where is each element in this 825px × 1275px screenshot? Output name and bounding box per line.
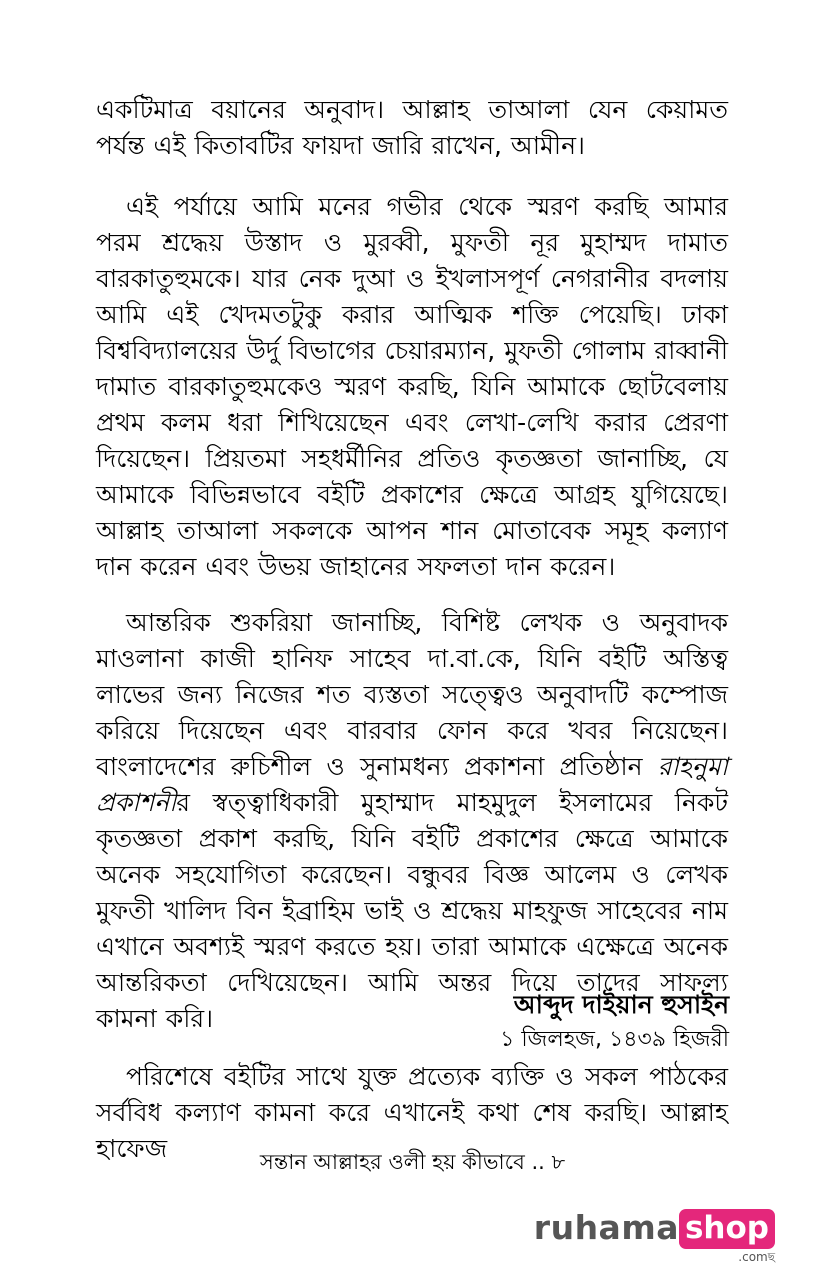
publisher-name: রাহনুমা প্রকাশনী: [96, 752, 728, 817]
paragraph-1: একটিমাত্র বয়ানের অনুবাদ। আল্লাহ তাআলা যেন কেয়ামত পর্যন্ত এই কিতাবটির ফায়দা জারি রাখেন, আমীন।: [96, 95, 728, 160]
page-footer-running-title: সন্তান আল্লাহর ওলী হয় কীভাবে .. ৮: [259, 1150, 566, 1174]
ruhamashop-logo: [533, 1208, 775, 1264]
signature-date: ১ জিলহজ, ১৪৩৯ হিজরী: [500, 1027, 729, 1052]
paragraph-3-part-a: আন্তরিক শুকরিয়া জানাচ্ছি, বিশিষ্ট লেখক ও অনুবাদক মাওলানা কাজী হানিফ সাহেব দা.বা.কে, যিনি বইটি অস্তিত্ব লাভের জন্য নিজের শত ব্যস্ততা সত্ত্বেও অনুবাদটি কম্পোজ করিয়ে দিয়েছেন এবং বারবার ফোন করে খবর নিয়েছেন। বাংলাদেশের রুচিশীল ও সুনামধন্য প্রকাশনা প্রতিষ্ঠান: [96, 608, 728, 781]
paragraph-2: এই পর্যায়ে আমি মনের গভীর থেকে স্মরণ করছি আমার পরম শ্রদ্ধেয় উস্তাদ ও মুরব্বী, মুফতী নূর মুহাম্মদ দামাত বারকাতুহুমকে। যার নেক দুআ ও ইখলাসপূর্ণ নেগরানীর বদলায় আমি এই খেদমতটুকু করার আত্মিক শক্তি পেয়েছি। ঢাকা বিশ্ববিদ্যালয়ের উর্দু বিভাগের চেয়ারম্যান, মুফতী গোলাম রাব্বানী দামাত বারকাতুহুমকেও স্মরণ করছি, যিনি আমাকে ছোটবেলায় প্রথম কলম ধরা শিখিয়েছেন এবং লেখা-লেখি করার প্রেরণা দিয়েছেন। প্রিয়তমা সহধর্মীনির প্রতিও কৃতজ্ঞতা জানাচ্ছি, যে আমাকে বিভিন্নভাবে বইটি প্রকাশের ক্ষেত্রে আগ্রহ যুগিয়েছে। আল্লাহ তাআলা সকলকে আপন শান মোতাবেক সমূহ কল্যাণ দান করেন এবং উভয় জাহানের সফলতা দান করেন।: [96, 192, 728, 581]
logo-text-com: .comছ: [738, 1250, 775, 1264]
paragraph-3: [96, 605, 728, 1037]
paragraph-3-part-b: র স্বত্ত্বাধিকারী মুহাম্মাদ মাহমুদুল ইসলামের নিকট কৃতজ্ঞতা প্রকাশ করছি, যিনি বইটি প্রকাশের ক্ষেত্রে আমাকে অনেক সহযোগিতা করেছেন। বন্ধুবর বিজ্ঞ আলেম ও লেখক মুফতী খালিদ বিন ইব্রাহিম ভাই ও শ্রদ্ধেয় মাহফুজ সাহেবের নাম এখানে অবশ্যই স্মরণ করতে হয়। তারা আমাকে এক্ষেত্রে অনেক আন্তরিকতা দেখিয়েছেন। আমি অন্তর দিয়ে তাদের সাফল্য কামনা করি।: [96, 788, 728, 1033]
author-name: আব্দুদ দাইয়ান হুসাইন: [513, 990, 729, 1019]
paragraph-4: পরিশেষে বইটির সাথে যুক্ত প্রত্যেক ব্যক্তি ও সকল পাঠকের সর্ববিধ কল্যাণ কামনা করে এখানেই কথা শেষ করছি। আল্লাহ হাফেজ: [96, 1062, 728, 1163]
logo-text-shop: shop: [679, 1209, 775, 1249]
logo-text-ruhama: ruhama: [533, 1208, 679, 1247]
logo-shop-group: [679, 1208, 775, 1264]
signature-block: [500, 988, 729, 1056]
